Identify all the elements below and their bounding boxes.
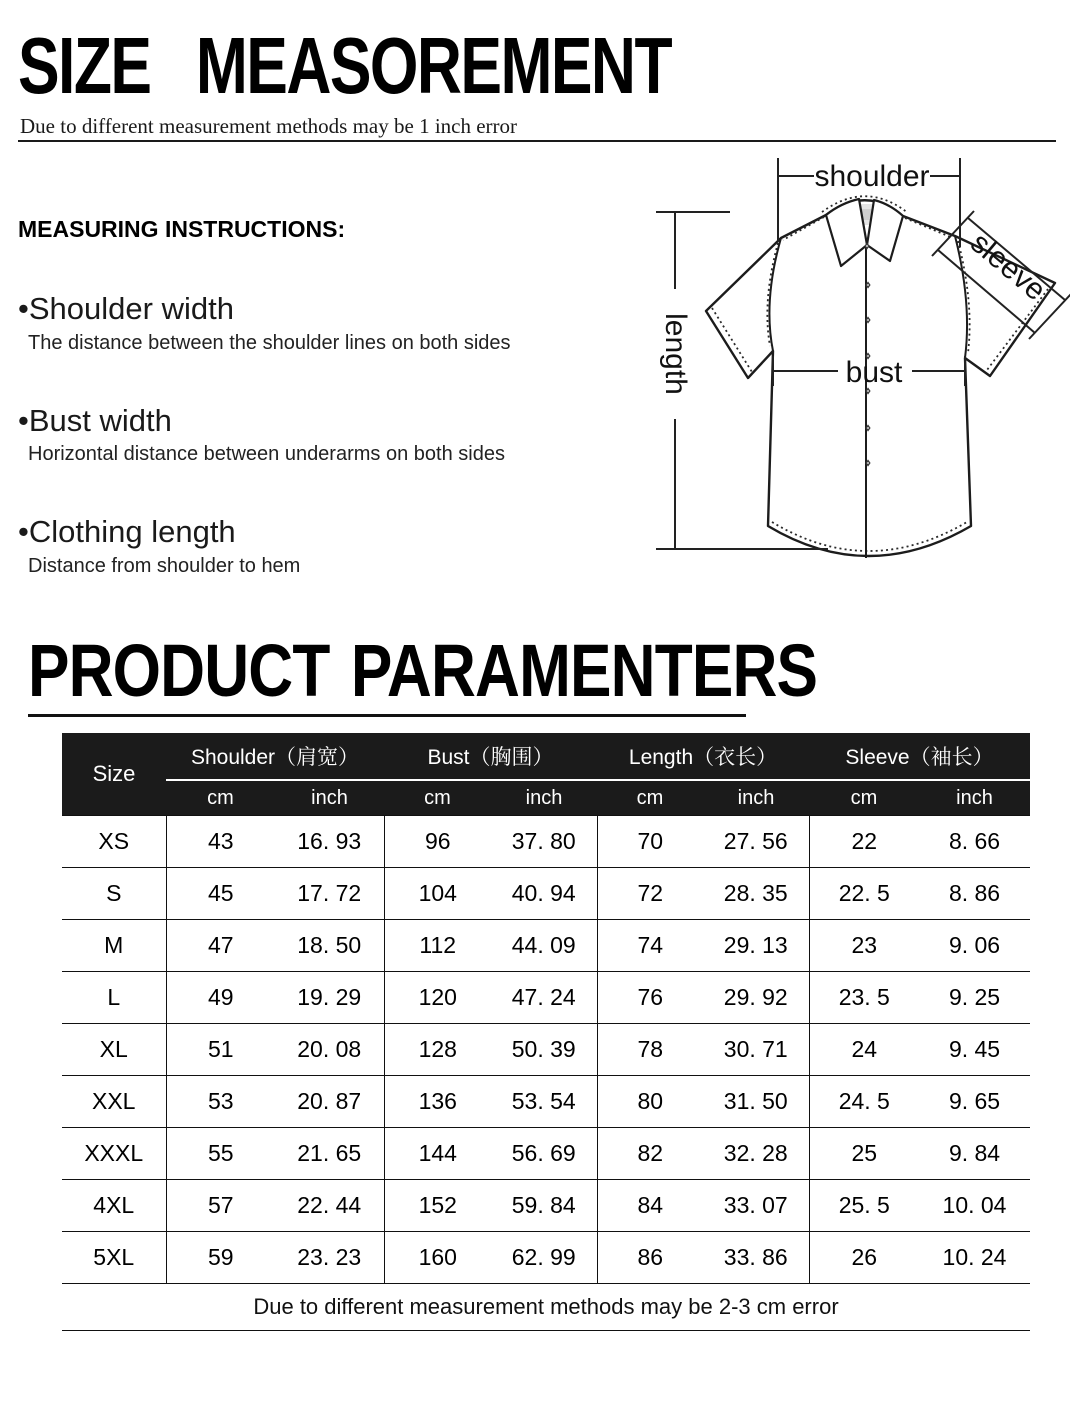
bust-cm-cell: 144 xyxy=(384,1128,491,1180)
diagram-label-sleeve: sleeve xyxy=(964,226,1052,308)
shoulder-inch-cell: 16. 93 xyxy=(275,816,384,868)
diagram-label-bust: bust xyxy=(845,356,903,389)
shoulder-cm-cell: 55 xyxy=(166,1128,275,1180)
length-cm-cell: 74 xyxy=(597,920,703,972)
size-value-cell: XL xyxy=(62,1024,166,1076)
shoulder-cm-cell: 47 xyxy=(166,920,275,972)
size-table-row xyxy=(62,1180,1030,1232)
sleeve-inch-cell: 9. 65 xyxy=(919,1076,1030,1128)
shoulder-cm-cell: 57 xyxy=(166,1180,275,1232)
bust-cm-cell: 152 xyxy=(384,1180,491,1232)
size-table-row xyxy=(62,972,1030,1024)
page-subtitle: Due to different measurement methods may be 1 inch error xyxy=(20,114,518,138)
instruction-term xyxy=(18,402,618,438)
size-table-block xyxy=(62,733,1030,1331)
instruction-item-shoulder xyxy=(18,293,618,355)
sleeve-inch-cell: 10. 24 xyxy=(919,1232,1030,1284)
shoulder-inch-cell: 21. 65 xyxy=(275,1128,384,1180)
length-cm-cell: 70 xyxy=(597,816,703,868)
bust-cm-cell: 160 xyxy=(384,1232,491,1284)
instruction-item-bust xyxy=(18,402,618,467)
instruction-item-length xyxy=(18,516,618,578)
instruction-desc: Distance from shoulder to hem xyxy=(28,554,301,577)
length-cm-cell: 82 xyxy=(597,1128,703,1180)
length-group-header: Length（衣长） xyxy=(597,733,809,780)
instruction-term xyxy=(18,293,618,326)
shoulder-inch-cell: 18. 50 xyxy=(275,920,384,972)
bullet: • xyxy=(18,402,29,438)
bust-inch-cell: 40. 94 xyxy=(491,868,597,920)
bust-cm-cell: 112 xyxy=(384,920,491,972)
size-value-cell: XXL xyxy=(62,1076,166,1128)
length-cm-cell: 76 xyxy=(597,972,703,1024)
size-table-row xyxy=(62,1076,1030,1128)
shoulder-group-header: Shoulder（肩宽） xyxy=(166,733,384,780)
sleeve-cm-cell: 22. 5 xyxy=(809,868,919,920)
unit-header-inch: inch xyxy=(919,780,1030,816)
size-table-row xyxy=(62,868,1030,920)
unit-header-inch: inch xyxy=(491,780,597,816)
length-inch-cell: 29. 92 xyxy=(703,972,809,1024)
length-cm-cell: 72 xyxy=(597,868,703,920)
shoulder-inch-cell: 20. 87 xyxy=(275,1076,384,1128)
instruction-desc: The distance between the shoulder lines on both sides xyxy=(28,331,511,354)
sleeve-cm-cell: 23. 5 xyxy=(809,972,919,1024)
size-value-cell: XXXL xyxy=(62,1128,166,1180)
unit-header-cm: cm xyxy=(597,780,703,816)
shoulder-cm-cell: 59 xyxy=(166,1232,275,1284)
sleeve-cm-cell: 25 xyxy=(809,1128,919,1180)
bust-cm-cell: 120 xyxy=(384,972,491,1024)
length-inch-cell: 33. 86 xyxy=(703,1232,809,1284)
sleeve-inch-cell: 9. 45 xyxy=(919,1024,1030,1076)
sleeve-cm-cell: 22 xyxy=(809,816,919,868)
bust-inch-cell: 62. 99 xyxy=(491,1232,597,1284)
title-block xyxy=(18,21,1058,139)
bust-cm-cell: 128 xyxy=(384,1024,491,1076)
size-value-cell: 5XL xyxy=(62,1232,166,1284)
unit-header-cm: cm xyxy=(384,780,491,816)
size-value-cell: S xyxy=(62,868,166,920)
measurement-error-note: Due to different measurement methods may be 2-3 cm error xyxy=(62,1284,1030,1331)
shirt-diagram-svg xyxy=(628,143,1070,595)
bullet: • xyxy=(18,514,29,550)
shoulder-cm-cell: 53 xyxy=(166,1076,275,1128)
bust-inch-cell: 50. 39 xyxy=(491,1024,597,1076)
length-inch-cell: 27. 56 xyxy=(703,816,809,868)
instruction-desc: Horizontal distance between underarms on both sides xyxy=(28,443,505,466)
unit-header-inch: inch xyxy=(275,780,384,816)
top-divider xyxy=(18,140,1056,142)
length-inch-cell: 31. 50 xyxy=(703,1076,809,1128)
bullet: • xyxy=(18,291,29,326)
bust-group-header: Bust（胸围） xyxy=(384,733,597,780)
size-table-row xyxy=(62,1024,1030,1076)
sleeve-cm-cell: 25. 5 xyxy=(809,1180,919,1232)
shoulder-inch-cell: 22. 44 xyxy=(275,1180,384,1232)
length-cm-cell: 86 xyxy=(597,1232,703,1284)
size-table-row xyxy=(62,1128,1030,1180)
sleeve-inch-cell: 9. 84 xyxy=(919,1128,1030,1180)
length-inch-cell: 33. 07 xyxy=(703,1180,809,1232)
sleeve-group-header: Sleeve（袖长） xyxy=(809,733,1030,780)
size-column-header: Size xyxy=(62,733,166,816)
page-title: SIZE MEASOREMENT xyxy=(18,21,671,110)
size-table-row xyxy=(62,1232,1030,1284)
size-table-row xyxy=(62,920,1030,972)
instructions-heading: MEASURING INSTRUCTIONS: xyxy=(18,216,346,242)
bust-inch-cell: 53. 54 xyxy=(491,1076,597,1128)
sleeve-cm-cell: 23 xyxy=(809,920,919,972)
table-note-row xyxy=(62,1284,1030,1331)
bust-inch-cell: 59. 84 xyxy=(491,1180,597,1232)
shoulder-cm-cell: 49 xyxy=(166,972,275,1024)
size-table-row xyxy=(62,816,1030,868)
shirt-measurement-diagram xyxy=(628,143,1070,595)
shoulder-inch-cell: 17. 72 xyxy=(275,868,384,920)
length-inch-cell: 29. 13 xyxy=(703,920,809,972)
size-table-header xyxy=(62,733,1030,816)
bust-inch-cell: 44. 09 xyxy=(491,920,597,972)
length-cm-cell: 84 xyxy=(597,1180,703,1232)
sleeve-cm-cell: 26 xyxy=(809,1232,919,1284)
instruction-term-text: Bust width xyxy=(28,402,172,438)
size-value-cell: 4XL xyxy=(62,1180,166,1232)
shoulder-cm-cell: 43 xyxy=(166,816,275,868)
length-inch-cell: 32. 28 xyxy=(703,1128,809,1180)
product-parameters-title: PRODUCT PARAMENTERS xyxy=(28,629,818,712)
diagram-label-length: length xyxy=(659,313,692,395)
sleeve-inch-cell: 9. 06 xyxy=(919,920,1030,972)
bust-inch-cell: 47. 24 xyxy=(491,972,597,1024)
instruction-term-text: Clothing length xyxy=(28,514,236,550)
sleeve-inch-cell: 9. 25 xyxy=(919,972,1030,1024)
length-inch-cell: 28. 35 xyxy=(703,868,809,920)
length-cm-cell: 80 xyxy=(597,1076,703,1128)
shoulder-cm-cell: 45 xyxy=(166,868,275,920)
sleeve-inch-cell: 8. 86 xyxy=(919,868,1030,920)
size-value-cell: M xyxy=(62,920,166,972)
length-inch-cell: 30. 71 xyxy=(703,1024,809,1076)
unit-header-inch: inch xyxy=(703,780,809,816)
shoulder-inch-cell: 19. 29 xyxy=(275,972,384,1024)
sleeve-inch-cell: 8. 66 xyxy=(919,816,1030,868)
instruction-term xyxy=(18,516,618,549)
shoulder-inch-cell: 20. 08 xyxy=(275,1024,384,1076)
shoulder-cm-cell: 51 xyxy=(166,1024,275,1076)
sleeve-inch-cell: 10. 04 xyxy=(919,1180,1030,1232)
size-chart-table xyxy=(62,733,1030,1331)
size-value-cell: L xyxy=(62,972,166,1024)
bust-cm-cell: 104 xyxy=(384,868,491,920)
sleeve-cm-cell: 24 xyxy=(809,1024,919,1076)
bust-cm-cell: 136 xyxy=(384,1076,491,1128)
bust-cm-cell: 96 xyxy=(384,816,491,868)
shoulder-inch-cell: 23. 23 xyxy=(275,1232,384,1284)
diagram-label-shoulder: shoulder xyxy=(814,160,930,193)
length-cm-cell: 78 xyxy=(597,1024,703,1076)
sleeve-cm-cell: 24. 5 xyxy=(809,1076,919,1128)
size-value-cell: XS xyxy=(62,816,166,868)
product-parameters-block xyxy=(28,629,818,717)
instruction-term-text: Shoulder width xyxy=(28,291,234,326)
size-table-body xyxy=(62,816,1030,1284)
measuring-instructions xyxy=(18,216,618,578)
bust-inch-cell: 37. 80 xyxy=(491,816,597,868)
bust-inch-cell: 56. 69 xyxy=(491,1128,597,1180)
unit-header-cm: cm xyxy=(809,780,919,816)
unit-header-cm: cm xyxy=(166,780,275,816)
